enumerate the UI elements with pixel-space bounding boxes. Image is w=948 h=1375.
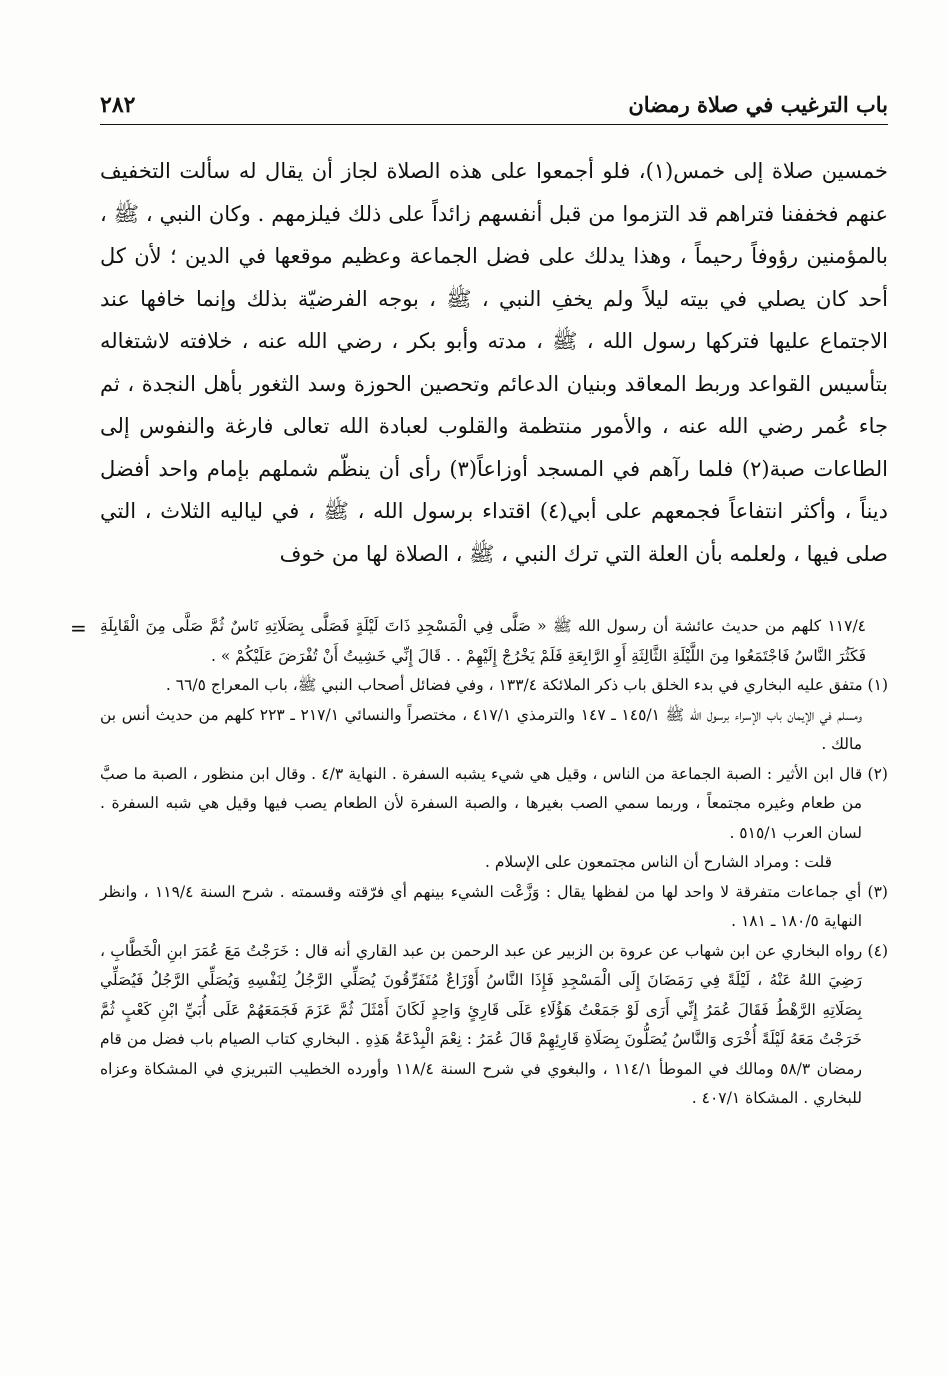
footnote-1: (١) متفق عليه البخاري في بدء الخلق باب ذكر الملائكة ١٣٣/٤ ، وفي فضائل أصحاب النبي ﷺ، باب المعراج ٦٦/٥ .: [165, 676, 888, 694]
footnote-4: (٤) رواه البخاري عن ابن شهاب عن عروة بن الزبير عن عبد الرحمن بن عبد القاري أنه قال : خَرَجْتُ مَعَ عُمَرَ ابنِ الْخَطَّابِ ، رَضِيَ اللهُ عَنْهُ ، لَيْلَةً فِي رَمَضَانَ إِلَى الْمَسْجِدِ فَإِذَا النَّاسُ أَوْزَاعٌ مُتَفَرِّقُونَ يُصَلِّي الرَّجُلُ لِنَفْسِهِ وَيُصَلِّي الرَّجُلُ فَيُصَلِّي بِصَلَاتِهِ الرَّهْطُ فَقَالَ عُمَرُ إِنِّي أَرَى لَوْ جَمَعْتُ هَؤُلَاءِ عَلَى قَارِئٍ وَاحِدٍ لَكَانَ أَمْثَلَ ثُمَّ عَزَمَ فَجَمَعَهُمْ عَلَى أُبَيِّ ابْنِ كَعْبٍ ثُمَّ خَرَجْتُ مَعَهُ لَيْلَةً أُخْرَى وَالنَّاسُ يُصَلُّونَ بِصَلَاةِ قَارِئِهِمْ قَالَ عُمَرُ : نِعْمَ الْبِدْعَةُ هَذِهِ . البخاري كتاب الصيام باب فضل من قام رمضان ٥٨/٣ ومالك في الموطأ ١١٤/١ ، والبغوي في شرح السنة ١١٨/٤ وأورده الخطيب التبريزي في المشكاة وعزاه للبخاري . المشكاة ٤٠٧/١ .: [100, 941, 888, 1107]
main-text: [100, 150, 888, 575]
footnotes: [100, 612, 888, 1114]
page-header: [100, 88, 888, 125]
page-number: ٢٨٢: [100, 92, 136, 118]
running-title: باب الترغيب في صلاة رمضان: [628, 92, 888, 117]
footnote-2: (٢) قال ابن الأثير : الصبة الجماعة من الناس ، وقيل هي شيء يشبه السفرة . النهاية ٤/٣ . وقال ابن منظور ، الصبة ما صبَّ من طعام وغيره مجتمعاً ، وربما سمي الصب بغيرها ، والصبة السفرة لأن الطعام يصب فيها وقيل هي شبه السفرة . لسان العرب ٥١٥/١ .: [100, 764, 888, 842]
footnote-continuation-marker: =: [70, 616, 87, 640]
footnote-1-continued: ومسلم في الإيمان باب الإسراء برسول الله ﷺ ١٤٥/١ ـ ١٤٧ والترمذي ٤١٧/١ ، مختصراً والنسائي ٢١٧/١ ـ ٢٢٣ كلهم من حديث أنس بن مالك .: [100, 705, 863, 753]
main-paragraph: خمسين صلاة إلى خمس(١)، فلو أجمعوا على هذه الصلاة لجاز أن يقال له سألت التخفيف عنهم فخففنا فتراهم قد التزموا من قبل أنفسهم زائداً على ذلك فيلزمهم . وكان النبي ، ﷺ ، بالمؤمنين رؤوفاً رحيماً ، وهذا يدلك على فضل الجماعة وعظيم موقعها في الدين ؛ لأن كل أحد كان يصلي في بيته ليلاً ولم يخفِ النبي ، ﷺ ، بوجه الفرضيّة بذلك وإنما خافها عند الاجتماع عليها فتركها رسول الله ، ﷺ ، مدته وأبو بكر ، رضي الله عنه ، خلافته لاشتغاله بتأسيس القواعد وربط المعاقد وبنيان الدعائم وتحصين الحوزة وسد الثغور بأهل النجدة ، ثم جاء عُمر رضي الله عنه ، والأمور منتظمة والقلوب لعبادة الله تعالى فارغة والنفوس إلى الطاعات صبة(٢) فلما رآهم في المسجد أوزاعاً(٣) رأى أن ينظّم شملهم بإمام واحد أفضل ديناً ، وأكثر انتفاعاً فجمعهم على أبي(٤) اقتداء برسول الله ، ﷺ ، في لياليه الثلاث ، التي صلى فيها ، ولعلمه بأن العلة التي ترك النبي ، ﷺ ، الصلاة لها من خوف: [100, 159, 888, 566]
footnote-3: (٣) أي جماعات متفرقة لا واحد لها من لفظها يقال : وَزَّعْت الشيء بينهم أي فرّقته وقسمته . شرح السنة ١١٩/٤ ، وانظر النهاية ١٨٠/٥ ـ ١٨١ .: [100, 882, 888, 930]
footnote-continuation: ١١٧/٤ كلهم من حديث عائشة أن رسول الله ﷺ « صَلَّى فِي الْمَسْجِدِ ذَاتَ لَيْلَةٍ فَصَلَّى بِصَلَاتِهِ نَاسٌ ثُمَّ صَلَّى مِنَ الْقَابِلَةِ فَكَثُرَ النَّاسُ فَاجْتَمَعُوا مِنَ اللَّيْلَةِ الثَّالِثَةِ أَوِ الرَّابِعَةِ فَلَمْ يَخْرُجْ إِلَيْهِمْ . . قَالَ إِنِّي خَشِيتُ أَنْ تُفْرَضَ عَلَيْكُمْ » .: [100, 617, 866, 665]
footnote-2-note: قلت : ومراد الشارح أن الناس مجتمعون على الإسلام .: [484, 853, 832, 871]
